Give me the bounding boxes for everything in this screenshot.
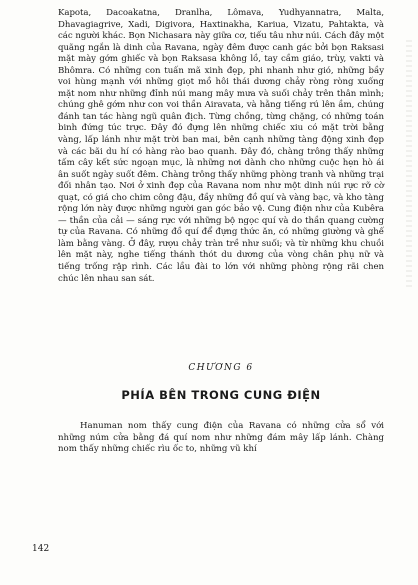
chapter-label: CHƯƠNG 6 [188, 363, 254, 373]
main-text-block [58, 8, 384, 285]
chapter-title: PHÍA BÊN TRONG CUNG ĐIỆN [121, 388, 321, 402]
chapter-opening-paragraph: Hanuman nom thấy cung điện của Ravana có những cửa sổ với những núm cửa bằng đá quí nom như những đám mây lấp lánh. Chàng nom thấy những chiếc rìu ốc to, những vũ khí [58, 421, 384, 455]
page-number: 142 [32, 544, 50, 554]
paragraph: Kapota, Dacoakatna, Dranlha, Lômava, Yudhyannatra, Malta, Dhavagiagrive, Xadi, Digivora, Haxtinakha, Kariua, Vizatu, Pahtakta, và các người khác. Bọn Nichasara này giữa cơ, tiếu tâu như núi. Cách đây một quãng ngắn là dinh của Ravana, ngày đêm được canh gác bởi bọn Raksasi mặt mày gớm ghiếc và bọn Raksasa không lồ, tay cầm giáo, trùy, vakti và Bhômra. Có những con tuấn mã xinh đẹp, phi nhanh như gió, những bầy voi hùng mạnh với những giọt mồ hôi thái dương chảy ròng ròng xuống mặt nom như những đỉnh núi mang mây mưa và suối chảy trên thân mình; chúng ghê gớm như con voi thần Airavata, và hằng tiếng rú lên ầm, chúng đánh tan tác hàng ngũ quân địch. Từng chồng, từng chặng, có những toán binh đứng túc trực. Đây đó đựng lên những chiếc xiu có mặt trời bằng vàng, lấp lánh như mặt trời ban mai, bên cạnh những tàng động xinh đẹp và các bãi du hí có hàng rào bao quanh. Đây đó, chàng trông thấy những tấm cây kết sức ngoạn mục, là những nơi dành cho những cuộc hẹn hò ái ân suốt ngày suốt đêm. Chàng trông thấy những phòng tranh và những trại đối nhân tạo. Nơi ở xinh đẹp của Ravana nom như một dinh núi rực rỡ cờ quạt, có giá cho chim công đậu, đầy những đồ quí và vàng bạc, và kho tàng rộng lớn này được những người gan góc bảo vệ. Cung điện như của Kubêra — thần của cải — sáng rực với những bộ ngọc quí và do thần quang cường tự của Ravana. Có những đồ quí để đựng thức ăn, có những giường và ghế làm bằng vàng. Ở đây, rượu chảy tràn trề như suối; và từ những khu chuồi lên mặt này, nghe tiếng thánh thót du dương của vòng chân phụ nữ và tiếng trống rập rình. Các lầu đài to lớn với những phòng rộng rãi chen chúc lên nhau san sát. [58, 8, 384, 284]
page-edge-shadow [406, 40, 412, 290]
